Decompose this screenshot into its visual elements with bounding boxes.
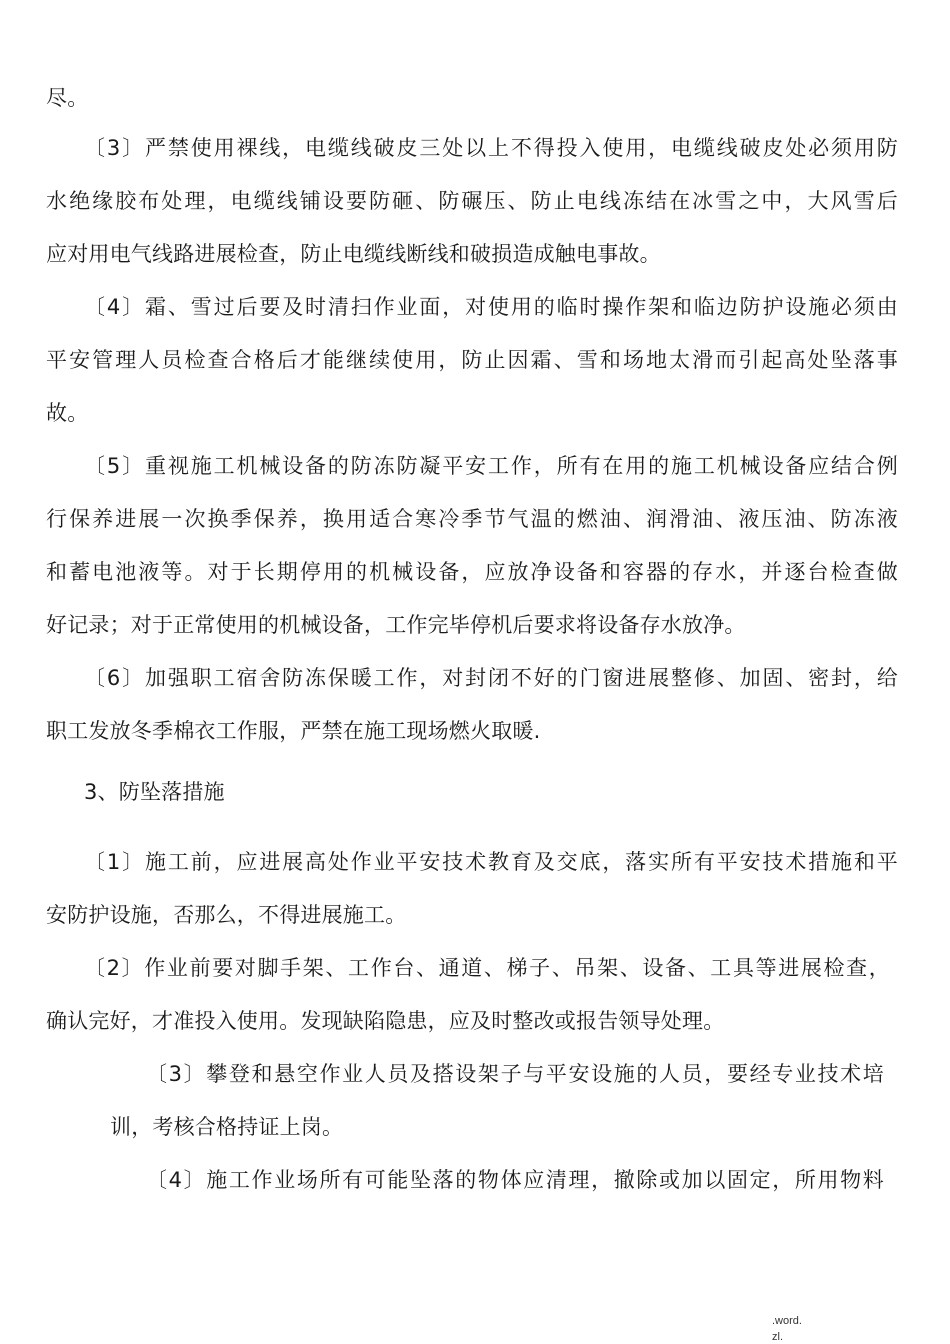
- text-line: 训，考核合格持证上岗。: [110, 1115, 344, 1139]
- text-line: 〔5〕重视施工机械设备的防冻防凝平安工作，所有在用的施工机械设备应结合例: [84, 454, 898, 478]
- text-line: 好记录；对于正常使用的机械设备，工作完毕停机后要求将设备存水放净。: [46, 613, 746, 637]
- text-line: 故。: [46, 401, 89, 425]
- text-line: 确认完好，才准投入使用。发现缺陷隐患，应及时整改或报告领导处理。: [46, 1009, 725, 1033]
- text-line: 行保养进展一次换季保养，换用适合寒冷季节气温的燃油、润滑油、液压油、防冻液: [46, 507, 898, 531]
- text-line: 〔3〕严禁使用裸线，电缆线破皮三处以上不得投入使用，电缆线破皮处必须用防: [84, 136, 898, 160]
- text-line: 水绝缘胶布处理，电缆线铺设要防砸、防碾压、防止电线冻结在冰雪之中，大风雪后: [46, 189, 898, 213]
- section-heading: 3、防坠落措施: [84, 780, 225, 804]
- text-line: 〔4〕霜、雪过后要及时清扫作业面，对使用的临时操作架和临边防护设施必须由: [84, 295, 898, 319]
- text-line: 安防护设施，否那么，不得进展施工。: [46, 903, 407, 927]
- text-line: 〔6〕加强职工宿舍防冻保暖工作，对封闭不好的门窗进展整修、加固、密封，给: [84, 666, 898, 690]
- text-line: 〔2〕作业前要对脚手架、工作台、通道、梯子、吊架、设备、工具等进展检查，: [84, 956, 890, 980]
- footer-mark: zl.: [772, 1331, 783, 1343]
- text-line: 和蓄电池液等。对于长期停用的机械设备，应放净设备和容器的存水，并逐台检查做: [46, 560, 898, 584]
- text-line: 平安管理人员检查合格后才能继续使用，防止因霜、雪和场地太滑而引起高处坠落事: [46, 348, 898, 372]
- text-line: 应对用电气线路进展检查，防止电缆线断线和破损造成触电事故。: [46, 242, 661, 266]
- footer-mark: .word.: [772, 1315, 802, 1327]
- text-line: 尽。: [46, 86, 89, 110]
- text-line: 〔3〕攀登和悬空作业人员及搭设架子与平安设施的人员，要经专业技术培: [146, 1062, 884, 1086]
- text-line: 〔4〕施工作业场所有可能坠落的物体应清理，撤除或加以固定，所用物料: [146, 1168, 884, 1192]
- text-line: 职工发放冬季棉衣工作服，严禁在施工现场燃火取暖.: [46, 719, 541, 743]
- text-line: 〔1〕施工前，应进展高处作业平安技术教育及交底，落实所有平安技术措施和平: [84, 850, 898, 874]
